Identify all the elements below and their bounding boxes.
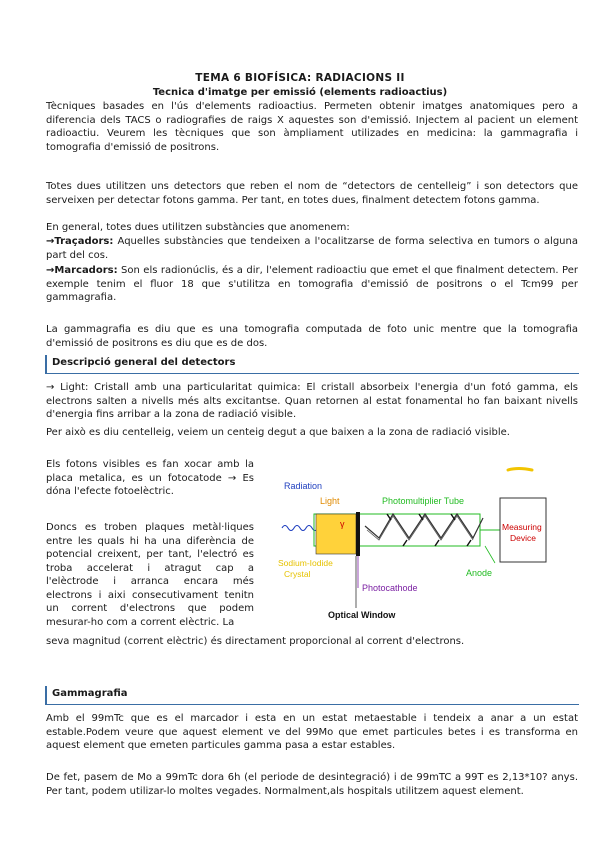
tracadors-label: →Traçadors: [46, 236, 114, 247]
tracadors-definition [46, 235, 578, 262]
measuring-label: Measuring [502, 522, 542, 532]
intro-paragraph-2: Totes dues utilitzen uns detectors que reben el nom de “detectors de centelleig” i son detectors que serveixen per detectar fotons gamma. Per tant, en totes dues, finalment detectem fotons gamma. [46, 181, 578, 206]
section-heading-gammagrafia [45, 686, 579, 705]
intro-paragraph-3: En general, totes dues utilitzen substàncies que anomenem: [46, 222, 350, 233]
page-title: TEMA 6 BIOFÍSICA: RADIACIONS II [195, 72, 405, 84]
anode-label: Anode [466, 568, 493, 578]
anode-pointer [485, 546, 495, 563]
radiation-label: Radiation [284, 481, 323, 491]
gamma-symbol: γ [340, 519, 345, 529]
gammagrafia-paragraph-1: Amb el 99mTc que es el marcador i esta en un estat metaestable i tendeix a anar a un estat estable.Podem veure que aquest element ve del 99Mo que emet particules betes i es transforma en aquest element que emeten particules gamma pasa a estar estables. [46, 713, 578, 751]
crystal-label-line2: Crystal [284, 569, 311, 579]
page-subtitle: Tecnica d'imatge per emissió (elements radioactius) [152, 87, 448, 98]
pmt-label: Photomultiplier Tube [382, 496, 465, 506]
gammagrafia-paragraph-2: De fet, pasem de Mo a 99mTc dora 6h (el periode de desintegració) i de 99mTC a 99T es 2,13*10? anys. Per tant, podem utilizar-lo moltes vegades. Normalment,als hospitals utilitzem aquest element. [46, 772, 578, 797]
dynode-electron-path-2 [367, 516, 473, 540]
tracadors-text: Aquelles substàncies que tendeixen a l'ocalitzarse de forma selectiva en tumors o alguna part del cos. [46, 236, 578, 261]
sodium-iodide-crystal [316, 514, 356, 554]
photocathode-plate [356, 512, 360, 556]
photocathode-label: Photocathode [362, 583, 418, 593]
detectors-paragraph-1: → Light: Cristall amb una particularitat quimica: El cristall absorbeix l'energia d'un fotó gamma, els electrons salten a nivells més alts excitantse. Quan retornen al estat fonamental ho fan baixant nivells d'energia fins arribar a la zona de radiació visible. [46, 382, 578, 420]
section-heading-detectors-label: Descripció general del detectors [52, 357, 236, 368]
light-label: Light [320, 496, 340, 506]
marcadors-text: Son els radionúclis, és a dir, l'element radioactiu que emet el que finalment detectem. Per exemple tenim el fluor 18 que s'utilitza en tomografia d'emissió de positrons o el Tcm99 per gammagrafia. [46, 265, 578, 303]
marcadors-definition [46, 264, 578, 305]
optical-window-label: Optical Window [328, 610, 396, 620]
detectors-paragraph-2: Per això es diu centelleig, veiem un centeig degut a que baixen a la zona de radiació visible. [46, 427, 510, 438]
intro-paragraph-1: Tècniques basades en l'ús d'elements radioactius. Permeten obtenir imatges anatomiques pero a diferencia dels TACS o radiografies de raigs X aquestes son d'emissió. Injectem al pacient un element radioactiu. Veurem les tècniques que son àmpliament utilizades en medicina: la gammagrafia i tomografia d'emissió de positrons. [46, 101, 578, 153]
detectors-paragraph-4: Doncs es troben plaques metàl·liques entre les quals hi ha una diferència de potencial creixent, per tant, l'electró es troba accelerat i atragut cap a l'elèctrode i arranca encara més electrons i aixi consecutivament tenitn un corrent d'electrons que podem mesurar-ho com a corrent elèctric. La [46, 522, 254, 628]
scintillation-detector-diagram [270, 458, 570, 626]
marcadors-label: →Marcadors: [46, 265, 118, 276]
section-heading-gammagrafia-label: Gammagrafia [52, 688, 128, 699]
detectors-paragraph-4-end: seva magnitud (corrent elèctric) és directament proporcional al corrent d'electrons. [46, 636, 465, 647]
device-label: Device [510, 533, 536, 543]
intro-paragraph-4: La gammagrafia es diu que es una tomografia computada de foto unic mentre que la tomografia d'emissió de positrons es diu que es de dos. [46, 324, 578, 349]
section-heading-detectors [45, 355, 579, 374]
crystal-label-line1: Sodium-Iodide [278, 558, 333, 568]
decorative-mark-icon [508, 469, 532, 471]
detectors-paragraph-3: Els fotons visibles es fan xocar amb la placa metalica, es un fotocatode → Es dóna l'efecte fotoelèctric. [46, 459, 254, 497]
